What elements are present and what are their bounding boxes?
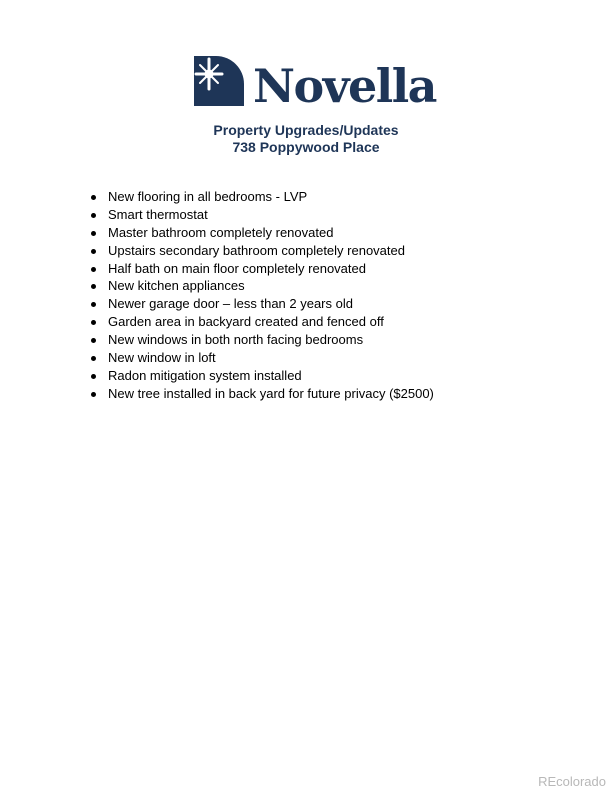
- list-item-text: Garden area in backyard created and fenced off: [108, 314, 384, 330]
- bullet-icon: [91, 249, 96, 254]
- list-item-text: Upstairs secondary bathroom completely renovated: [108, 242, 405, 258]
- novella-logo: [194, 54, 436, 113]
- list-item: [90, 367, 434, 385]
- bullet-icon: [91, 338, 96, 343]
- list-item-text: New flooring in all bedrooms - LVP: [108, 189, 308, 204]
- list-item-text: New windows in both north facing bedrooms: [108, 332, 364, 348]
- property-address: 738 Poppywood Place: [232, 139, 380, 155]
- list-item: [90, 260, 434, 278]
- list-item: [90, 331, 434, 349]
- list-item-text: New tree installed in back yard for future privacy ($2500): [108, 385, 434, 401]
- list-item-text: Smart thermostat: [108, 206, 208, 222]
- bullet-icon: [91, 195, 96, 200]
- document-title: Property Upgrades/Updates: [213, 122, 399, 138]
- list-item-text: Newer garage door – less than 2 years old: [108, 296, 353, 312]
- bullet-icon: [91, 374, 96, 379]
- bullet-icon: [91, 284, 96, 289]
- list-item: [90, 349, 434, 367]
- bullet-icon: [91, 302, 96, 307]
- sparkle-door-icon: [194, 56, 244, 106]
- list-item-text: New kitchen appliances: [108, 278, 245, 294]
- list-item: [90, 295, 434, 313]
- bullet-icon: [91, 356, 96, 361]
- list-item: [90, 277, 434, 295]
- bullet-icon: [91, 213, 96, 218]
- list-item: [90, 224, 434, 242]
- list-item-text: Master bathroom completely renovated: [108, 224, 334, 240]
- upgrades-list: [90, 188, 434, 403]
- list-item: [90, 188, 434, 206]
- list-item: [90, 206, 434, 224]
- list-item: [90, 313, 434, 331]
- bullet-icon: [91, 320, 96, 325]
- bullet-icon: [91, 267, 96, 272]
- bullet-icon: [91, 231, 96, 236]
- logo-wordmark: Novella: [253, 59, 436, 113]
- list-item: [90, 242, 434, 260]
- list-item: [90, 385, 434, 403]
- list-item-text: Half bath on main floor completely renovated: [108, 260, 366, 276]
- recolorado-watermark: REcolorado: [538, 774, 606, 789]
- list-item-text: Radon mitigation system installed: [108, 367, 302, 383]
- list-item-text: New window in loft: [108, 350, 216, 366]
- bullet-icon: [91, 392, 96, 397]
